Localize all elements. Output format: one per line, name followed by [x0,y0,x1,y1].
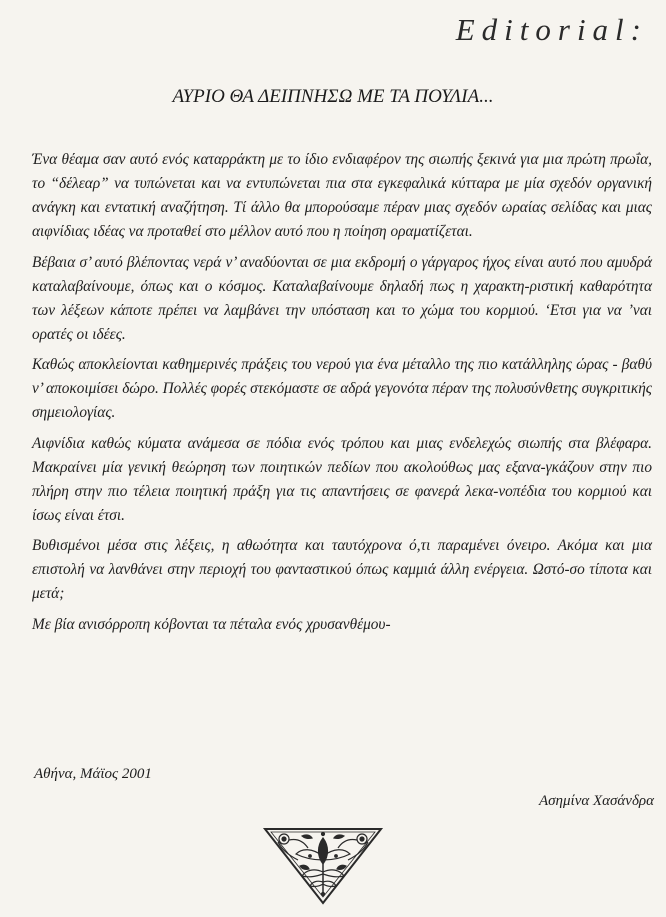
paragraph: Βυθισμένοι μέσα στις λέξεις, η αθωότητα και ταυτόχρονα ό,τι παραμένει όνειρο. Ακόμα και μια επιστολή να λανθάνει στην περιοχή του φανταστικού όπως καμμιά άλλη ενέργεια. Ωστό-σο τίποτα και μετά; [32,537,652,602]
closing-line: Με βία ανισόρροπη κόβονται τα πέταλα ενός χρυσανθέμου- [32,615,391,633]
paragraph: Βέβαια σ’ αυτό βλέποντας νερά ν’ αναδύονται σε μια εκδρομή ο γάργαρος ήχος είναι αυτό που αμυδρά καταλαβαίνουμε, όπως και ο κόσμος. Καταλαβαίνουμε δηλαδή πως η χαρακτη-ριστική καθαρότητα των λέξεων κάποτε πρέπει να λαμβάνει την υπόσταση και το χώμα του κορμιού. ‘Ετσι για να ’ναι ορατές οι ιδέες. [32,253,652,343]
paragraph: Ένα θέαμα σαν αυτό ενός καταρράκτη με το ίδιο ενδιαφέρον της σιωπής ξεκινά για μια πρώτη πρωΐα, το “δέλεαρ” να τυπώνεται και να εντυπώνεται πια στα εγκεφαλικά κύτταρα με μία σχεδόν οργανική ανάγκη και εντατική αναζήτηση. Τί άλλο θα μπορούσαμε πέραν μιας σχεδόν ωραίας σελίδας και μιας αιφνίδιας ιδέας να προταθεί στο μέλλον αυτό που η ποίηση οραματίζεται. [32,151,652,240]
author-signature: Ασημίνα Χασάνδρα [539,793,654,809]
paragraph: Καθώς αποκλείονται καθημερινές πράξεις του νερού για ένα μέταλλο της πιο κατάλληλης ώρας - βαθύ ν’ αποκοιμίσει δώρο. Πολλές φορές στεκόμαστε σε αδρά γεγονότα πέραν της πολυσύνθετης συγκριτικής σημειολογίας. [32,356,652,421]
section-header: Editorial: [455,12,648,47]
paragraph: Αιφνίδια καθώς κύματα ανάμεσα σε πόδια ενός τρόπου και μιας ενδελεχώς σιωπής στα βλέφαρα. Μακραίνει μία γενική θεώρηση των ποιητικών πεδίων που ακολούθως μας εξανα-γκάζουν στην πιο πλήρη στην πιο τέλεια ποιητική πράξη για τις απαντήσεις σε φανερά λεκα-νοπέδια του κορμιού και ίσως είναι έτσι. [32,434,652,524]
floral-ornament-icon [262,826,384,906]
place-date: Αθήνα, Μάϊος 2001 [34,766,152,782]
editorial-body [32,148,652,643]
page-title: ΑΥΡΙΟ ΘΑ ΔΕΙΠΝΗΣΩ ΜΕ ΤΑ ΠΟΥΛΙΑ... [172,86,494,107]
